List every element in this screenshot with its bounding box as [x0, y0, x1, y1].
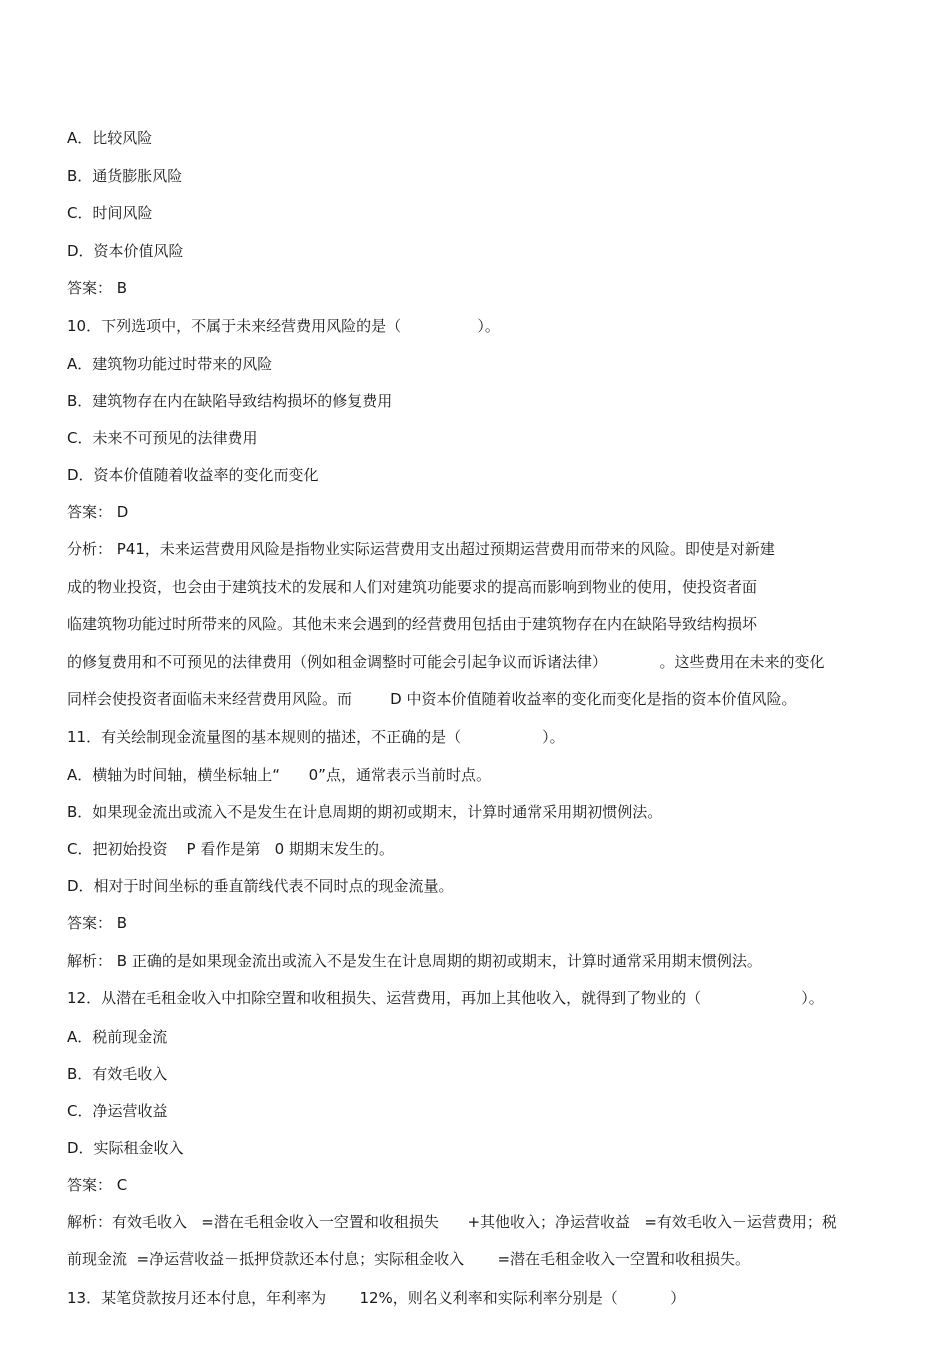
- q12-option-d: D．实际租金收入: [67, 1139, 184, 1157]
- q11-option-c: C．把初始投资 P 看作是第 0 期期末发生的。: [67, 840, 394, 858]
- q13-stem: 13．某笔贷款按月还本付息，年利率为 12%，则名义利率和实际利率分别是（ ）: [67, 1289, 686, 1307]
- q10-analysis-line: 分析： P41，未来运营费用风险是指物业实际运营费用支出超过预期运营费用而带来的风险。即使是对新建: [67, 540, 775, 558]
- q9-option-c: C．时间风险: [67, 204, 153, 222]
- q12-answer: 答案： C: [67, 1176, 128, 1194]
- q11-option-d: D．相对于时间坐标的垂直箭线代表不同时点的现金流量。: [67, 877, 454, 895]
- q10-analysis-line: 临建筑物功能过时所带来的风险。其他未来会遇到的经营费用包括由于建筑物存在内在缺陷导致结构损坏: [67, 615, 758, 633]
- q10-analysis-line: 的修复费用和不可预见的法律费用（例如租金调整时可能会引起争议而诉诸法律） 。这些费用在未来的变化: [67, 653, 825, 671]
- q10-answer: 答案： D: [67, 503, 129, 521]
- q10-analysis-line: 成的物业投资，也会由于建筑技术的发展和人们对建筑功能要求的提高而影响到物业的使用，使投资者面: [67, 578, 758, 596]
- q11-answer: 答案： B: [67, 914, 128, 932]
- q9-answer: 答案： B: [67, 279, 128, 297]
- q9-option-a: A．比较风险: [67, 129, 153, 147]
- q10-option-b: B．建筑物存在内在缺陷导致结构损坏的修复费用: [67, 392, 393, 410]
- q10-stem: 10．下列选项中，不属于未来经营费用风险的是（ ）。: [67, 317, 500, 335]
- q10-option-d: D．资本价值随着收益率的变化而变化: [67, 466, 319, 484]
- q12-option-b: B．有效毛收入: [67, 1065, 168, 1083]
- q11-stem: 11．有关绘制现金流量图的基本规则的描述，不正确的是（ ）。: [67, 728, 565, 746]
- q11-option-b: B．如果现金流出或流入不是发生在计息周期的期初或期末，计算时通常采用期初惯例法。: [67, 803, 663, 821]
- q9-option-d: D．资本价值风险: [67, 242, 184, 260]
- q10-analysis-line: 同样会使投资者面临未来经营费用风险。而 D 中资本价值随着收益率的变化而变化是指的资本价值风险。: [67, 690, 797, 708]
- q11-analysis: 解析： B 正确的是如果现金流出或流入不是发生在计息周期的期初或期末，计算时通常采用期末惯例法。: [67, 952, 762, 970]
- q10-option-c: C．未来不可预见的法律费用: [67, 429, 258, 447]
- q10-option-a: A．建筑物功能过时带来的风险: [67, 355, 273, 373]
- q11-option-a: A．横轴为时间轴，横坐标轴上“ 0”点，通常表示当前时点。: [67, 766, 491, 784]
- q12-stem: 12．从潜在毛租金收入中扣除空置和收租损失、运营费用，再加上其他收入，就得到了物业的（ ）。: [67, 989, 824, 1007]
- q12-option-a: A．税前现金流: [67, 1028, 168, 1046]
- q12-option-c: C．净运营收益: [67, 1102, 168, 1120]
- q9-option-b: B．通货膨胀风险: [67, 167, 183, 185]
- q12-analysis-line: 前现金流 =净运营收益－抵押贷款还本付息；实际租金收入 =潜在毛租金收入一空置和收租损失。: [67, 1250, 751, 1268]
- q12-analysis-line: 解析：有效毛收入 =潜在毛租金收入一空置和收租损失 +其他收入；净运营收益 =有效毛收入－运营费用；税: [67, 1213, 837, 1231]
